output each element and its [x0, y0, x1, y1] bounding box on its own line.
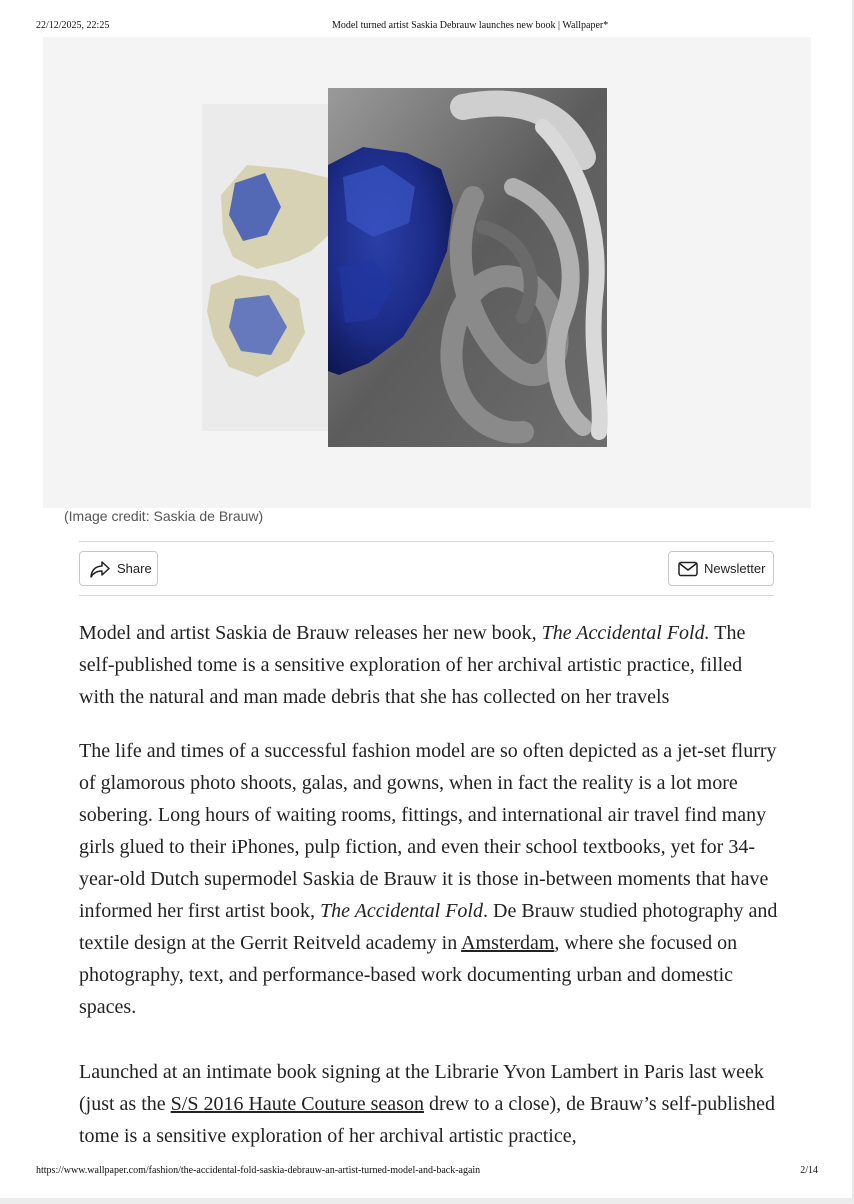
envelope-icon: [678, 561, 698, 577]
newsletter-button[interactable]: [668, 551, 774, 586]
page-number: 2/14: [800, 1165, 818, 1176]
article-paragraph-2: The life and times of a successful fashion model are so often depicted as a jet-set flurry of glamorous photo shoots, galas, and gowns, when in fact the reality is a lot more sobering. Long hours of waiting rooms, fittings, and international air travel find many girls glued to their iPhones, pulp fiction, and even their school textbooks, yet for 34-year-old Dutch supermodel Saskia de Brauw it is those in-between moments that have informed her first artist book, The Accidental Fold. De Brauw studied photography and textile design at the Gerrit Reitveld academy in Amsterdam, where she focused on photography, text, and performance-based work documenting urban and domestic spaces.: [79, 740, 778, 1018]
book-title: The Accidental Fold: [320, 900, 483, 922]
haute-couture-link[interactable]: S/S 2016 Haute Couture season: [170, 1093, 424, 1115]
print-page-title: Model turned artist Saskia Debrauw launches new book | Wallpaper*: [332, 20, 609, 31]
hero-image: [43, 37, 811, 508]
newsletter-label: Newsletter: [704, 561, 766, 576]
article-toolbar: [79, 541, 774, 596]
share-label: Share: [117, 561, 152, 576]
artwork-image: [43, 37, 811, 508]
amsterdam-link[interactable]: Amsterdam: [461, 932, 555, 954]
print-date: 22/12/2025, 22:25: [36, 20, 110, 31]
book-title: The Accidental Fold.: [541, 622, 710, 644]
share-button[interactable]: [79, 551, 158, 586]
article-paragraph-1: Model and artist Saskia de Brauw releases her new book, The Accidental Fold. The self-published tome is a sensitive exploration of her archival artistic practice, filled with the natural and man made debris that she has collected on her travels: [79, 622, 746, 708]
image-caption: (Image credit: Saskia de Brauw): [64, 508, 264, 524]
article-paragraph-3: Launched at an intimate book signing at the Librarie Yvon Lambert in Paris last week (just as the S/S 2016 Haute Couture season drew to a close), de Brauw’s self-published tome is a sensitive exploration of her archival artistic practice,: [79, 1061, 775, 1147]
share-icon: [89, 559, 111, 579]
print-url: https://www.wallpaper.com/fashion/the-accidental-fold-saskia-debrauw-an-artist-turned-model-and-back-again: [36, 1165, 481, 1176]
